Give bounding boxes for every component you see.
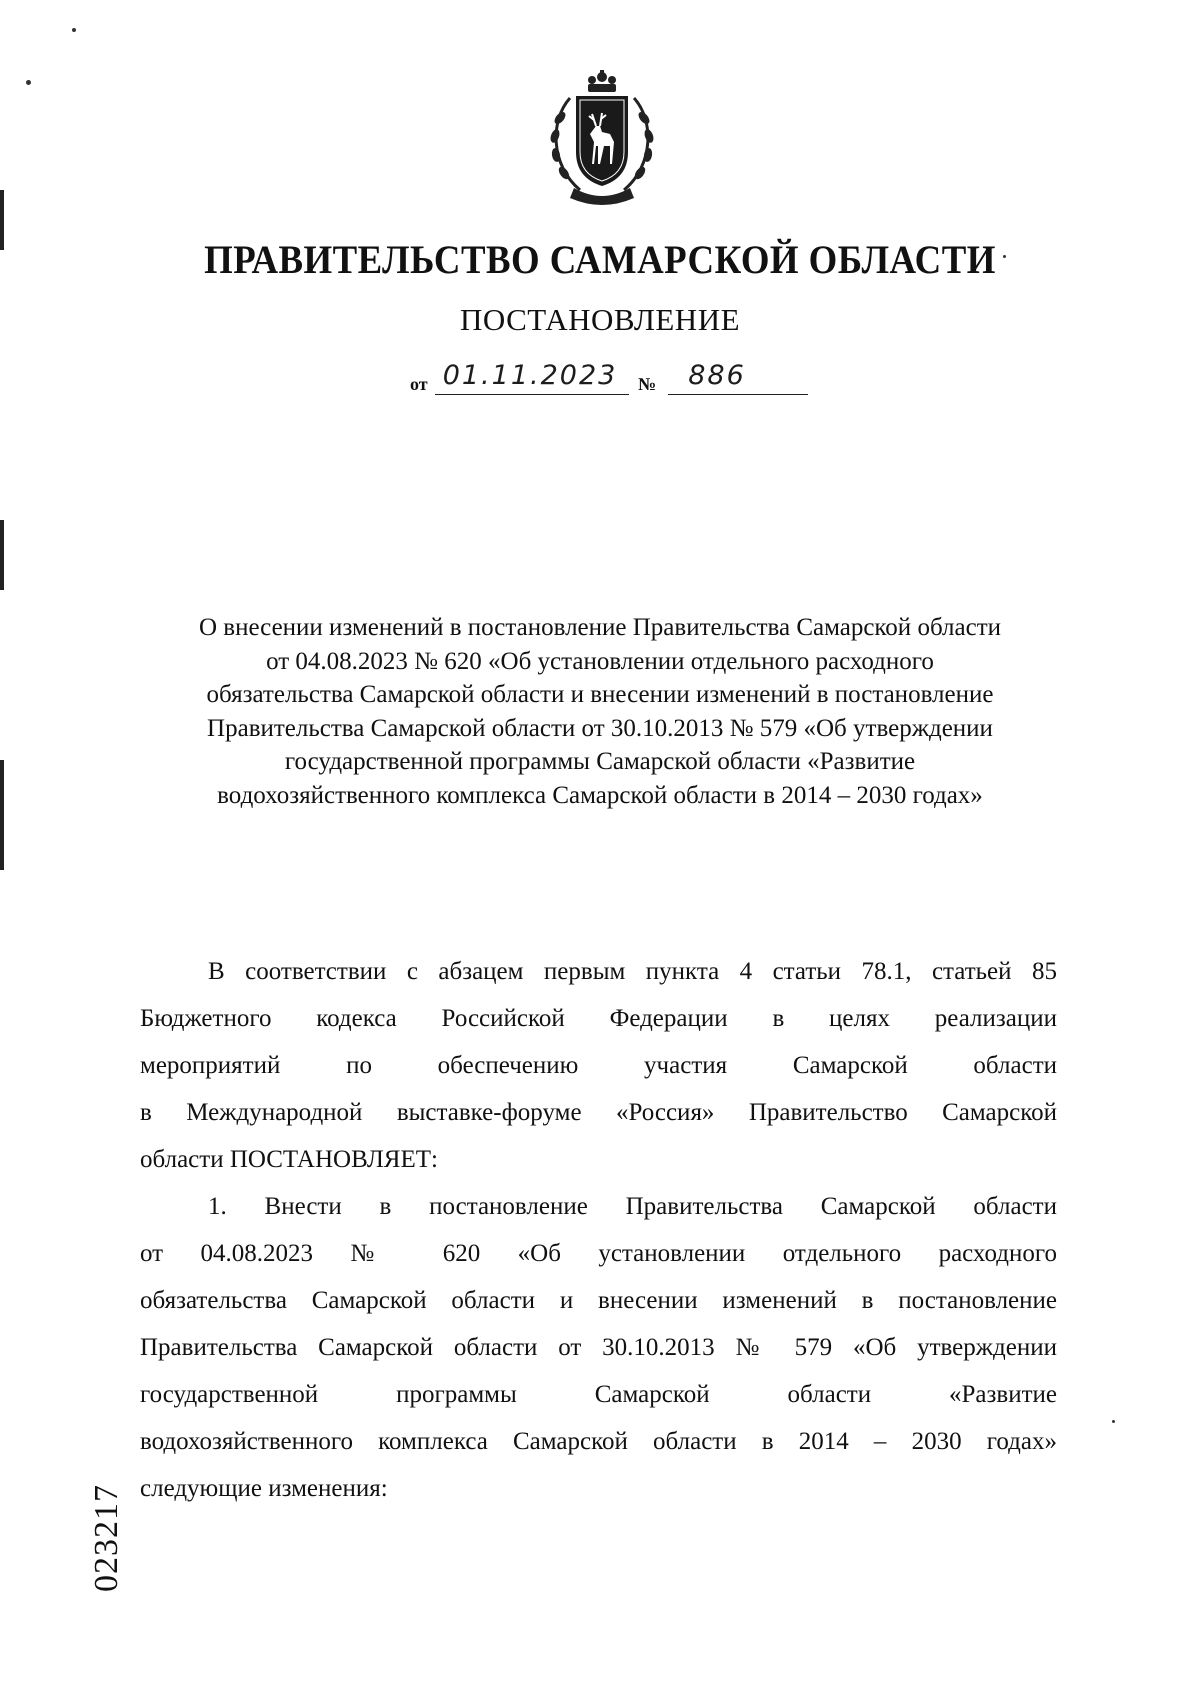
title-line: водохозяйственного комплекса Самарской области в 2014 – 2030 годах»	[217, 781, 983, 809]
serial-number: 023217	[88, 1484, 125, 1592]
scan-speck	[26, 80, 31, 85]
resolution-title	[140, 611, 1060, 813]
scan-speck	[72, 28, 76, 32]
body-line: обязательства Самарской области и внесении изменений в постановление	[140, 1287, 1057, 1314]
body-line: в Международной выставке-форуме «Россия» Правительство Самарской	[140, 1099, 1057, 1126]
body-line: от 04.08.2023 № 620 «Об установлении отдельного расходного	[140, 1240, 1057, 1267]
title-line: государственной программы Самарской области «Развитие	[284, 748, 916, 776]
handwritten-number: 886	[688, 360, 746, 391]
body-line: государственной программы Самарской области «Развитие	[140, 1381, 1057, 1408]
date-label: от	[410, 374, 428, 394]
scan-edge-mark	[0, 520, 4, 590]
document-type: ПОСТАНОВЛЕНИЕ	[459, 302, 741, 337]
body-line: водохозяйственного комплекса Самарской области в 2014 – 2030 годах»	[140, 1428, 1057, 1455]
title-line: О внесении изменений в постановление Правительства Самарской области	[198, 614, 1002, 641]
body-line: Правительства Самарской области от 30.10.2013 № 579 «Об утверждении	[140, 1334, 1057, 1361]
government-heading: ПРАВИТЕЛЬСТВО САМАРСКОЙ ОБЛАСТИ	[204, 237, 996, 282]
number-underline	[668, 394, 808, 395]
number-label: №	[638, 374, 657, 394]
body-line: В соответствии с абзацем первым пункта 4 статьи 78.1, статьей 85	[208, 958, 1057, 985]
body-line: следующие изменения:	[140, 1475, 388, 1502]
coat-of-arms-emblem	[540, 70, 664, 210]
scan-speck	[1112, 1420, 1115, 1423]
date-underline	[435, 394, 629, 395]
scan-edge-mark	[0, 190, 4, 250]
scan-edge-mark	[0, 760, 4, 870]
body-line: Бюджетного кодекса Российской Федерации в целях реализации	[140, 1005, 1057, 1032]
body-line: 1. Внести в постановление Правительства Самарской области	[208, 1193, 1057, 1220]
title-line: обязательства Самарской области и внесении изменений в постановление	[206, 681, 994, 709]
title-line: от 04.08.2023 № 620 «Об установлении отдельного расходного	[266, 647, 934, 675]
body-line: области ПОСТАНОВЛЯЕТ:	[140, 1146, 438, 1173]
date-number-line	[410, 360, 810, 400]
body-line: мероприятий по обеспечению участия Самарской области	[140, 1052, 1057, 1079]
handwritten-date: 01.11.2023	[442, 360, 618, 391]
title-line: Правительства Самарской области от 30.10.2013 № 579 «Об утверждении	[207, 714, 993, 742]
